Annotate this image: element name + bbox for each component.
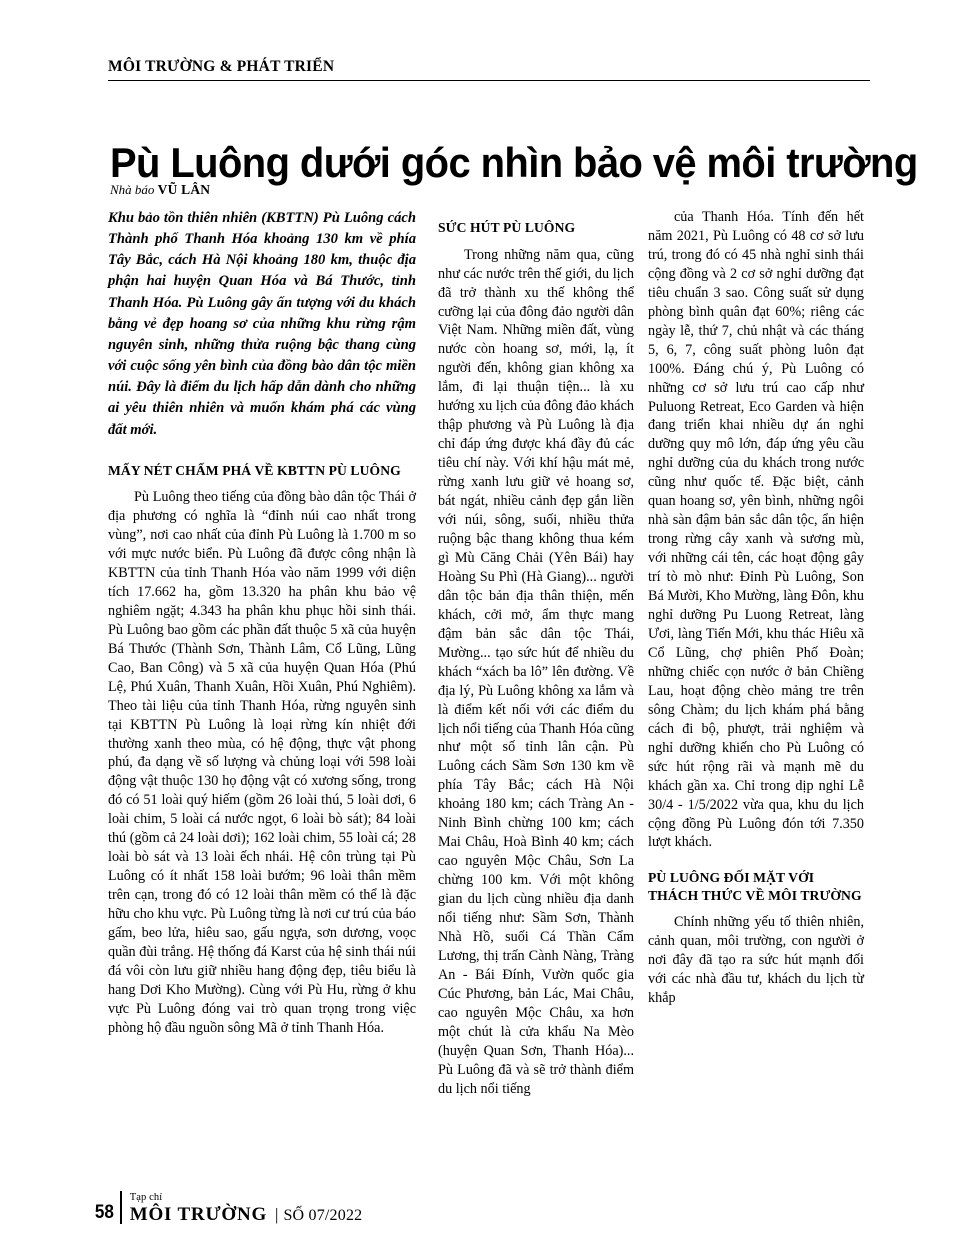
folio-title-row: [130, 1205, 363, 1224]
section-body-3: Chính những yếu tố thiên nhiên, cảnh quan, môi trường, con người ở nơi đây đã tạo ra sức hút mạnh đối với các nhà đầu tư, khách du lịch từ khắp: [648, 914, 864, 1006]
page-title: Pù Luông dưới góc nhìn bảo vệ môi trường: [110, 139, 918, 187]
byline-author: VŨ LÂN: [157, 182, 211, 197]
running-head-rule: [108, 80, 870, 81]
section-heading-3: PÙ LUÔNG ĐỐI MẶT VỚI THÁCH THỨC VỀ MÔI TRƯỜNG: [648, 870, 862, 903]
column-2: [438, 208, 634, 1173]
folio-divider: [120, 1191, 122, 1224]
section-body-1: Pù Luông theo tiếng của đồng bào dân tộc Thái ở địa phương có nghĩa là “đỉnh núi cao nhất trong vùng”, nơi cao nhất của đỉnh Pù Luông là 1.700 m so với mực nước biển. Pù Luông đã được công nhận là KBTTN của tỉnh Thanh Hóa vào năm 1999 với diện tích 17.662 ha, gồm 13.320 ha phân khu bảo vệ nghiêm ngặt; 4.343 ha phân khu phục hồi sinh thái. Pù Luông bao gồm các phần đất thuộc 5 xã của huyện Bá Thước (Thành Sơn, Thành Lâm, Cổ Lũng, Lũng Cao, Ban Công) và 5 xã của huyện Quan Hóa (Phú Lệ, Phú Xuân, Thanh Xuân, Hồi Xuân, Phú Nghiêm). Theo tài liệu của tỉnh Thanh Hóa, rừng nguyên sinh tại KBTTN Pù Luông là loại rừng kín nhiệt đới thường xanh theo mùa, có hệ động, thực vật phong phú, đa dạng về số lượng và chủng loại với 598 loài động vật thuộc 130 họ động vật có xương sống, trong đó có 51 loài quý hiếm (gồm 26 loài thú, 5 loài dơi, 6 loài chim, 5 loài cá nước ngọt, 6 loài bò sát); 84 loài thú (gồm cả 24 loài dơi); 162 loài chim, 55 loài cá; 28 loài bò sát và 13 loài ếch nhái. Hệ côn trùng tại Pù Luông có ít nhất 158 loài bướm; 96 loài thân mềm trên cạn, trong đó có 12 loài thân mềm có thể là đặc hữu cho khu vực. Pù Luông từng là nơi cư trú của báo gấm, beo lửa, hiêu sao, gấu ngựa, sơn dương, voọc quần đùi trắng. Hệ thống đá Karst của hệ sinh thái núi đá vôi còn lưu giữ nhiều hang động đẹp, tiêu biểu là hang Dơi Kho Mường). Cùng với Pù Hu, rừng ở khu vực Pù Luông đóng vai trò quan trọng trong việc phòng hộ đầu nguồn sông Mã ở tỉnh Thanh Hóa.: [108, 489, 416, 1036]
article-columns: [108, 208, 864, 1173]
folio-separator: |: [275, 1205, 279, 1224]
folio-masthead: [130, 1193, 363, 1225]
page-footer: [92, 1188, 362, 1224]
page-number: 58: [94, 1202, 114, 1223]
lead-paragraph: Khu bảo tồn thiên nhiên (KBTTN) Pù Luông cách Thành phố Thanh Hóa khoảng 130 km về phía Tây Bắc, cách Hà Nội khoảng 180 km, thuộc địa phận hai huyện Quan Hóa và Bá Thước, tỉnh Thanh Hóa. Pù Luông gây ấn tượng với du khách bằng vẻ đẹp hoang sơ của những khu rừng rậm nguyên sinh, những thửa ruộng bậc thang cùng với cuộc sống yên bình của đồng bào dân tộc miền núi. Đây là điểm du lịch hấp dẫn dành cho những ai yêu thiên nhiên và muốn khám phá các vùng đất mới.: [108, 210, 416, 438]
byline-role: Nhà báo: [110, 182, 158, 197]
section-heading-1: MẤY NÉT CHẤM PHÁ VỀ KBTTN PÙ LUÔNG: [108, 462, 401, 478]
folio-issue: SỐ 07/2022: [283, 1207, 363, 1224]
column-1: [108, 208, 416, 1173]
running-head: [108, 58, 868, 81]
section-heading-2: SỨC HÚT PÙ LUÔNG: [438, 220, 576, 236]
running-head-text: MÔI TRƯỜNG & PHÁT TRIỂN: [108, 58, 335, 75]
folio-kicker: Tạp chí: [129, 1191, 163, 1203]
byline: [110, 182, 210, 198]
column-3: [648, 208, 864, 1173]
section-body-2-continued: của Thanh Hóa. Tính đến hết năm 2021, Pù Luông có 48 cơ sở lưu trú, trong đó có 45 nhà nghỉ sinh thái cộng đồng và 2 cơ sở nghỉ dưỡng đạt tiêu chuẩn 3 sao. Công suất sử dụng phòng bình quân đạt 60%; riêng các ngày lễ, thứ 7, chủ nhật và các tháng 5, 6, 7, công suất phòng luôn đạt 100%. Đáng chú ý, Pù Luông có những cơ sở lưu trú cao cấp như Puluong Retreat, Eco Garden và hiện đang triển khai nhiều dự án nghỉ dưỡng quy mô lớn, đáp ứng yêu cầu nghỉ dưỡng của du khách trong nước cũng như quốc tế. Đặc biệt, cảnh quan hoang sơ, yên bình, những ngôi nhà sàn đậm bản sắc dân tộc, ẩn hiện trong rừng cây xanh và sương mù, với những cái tên, các hoạt động gây trí tò mò như: Đỉnh Pù Luông, Son Bá Mười, Kho Mường, làng Đôn, khu nghỉ dưỡng Pu Luong Retreat, làng Ươi, làng Tiến Mới, khu thác Hiêu xã Cổ Lũng, chợ phiên Phố Đoàn; những chiếc cọn nước ở bản Chiềng Lau, hoạt động chèo mảng tre trên sông Chàm; du lịch khám phá bằng cách đi bộ, phượt, trải nghiệm và nghỉ dưỡng khiến cho Pù Luông có sức hút rộng rãi và mạnh mẽ du khách gần xa. Chỉ trong dịp nghỉ Lễ 30/4 - 1/5/2022 vừa qua, khu du lịch cộng đồng Pù Luông đón tới 7.350 lượt khách.: [648, 209, 864, 851]
section-body-2: Trong những năm qua, cũng như các nước trên thế giới, du lịch đã trở thành xu thế không thể cưỡng lại của đông đảo người dân Việt Nam. Những miền đất, vùng nước còn hoang sơ, mới, lạ, ít người đến, không gian không xa lắm, đi lại thuận tiện... là xu hướng xu lịch của đông đảo khách thập phương và Pù Luông là địa chỉ đáp ứng được khá đầy đủ các tiêu chí này. Với khí hậu mát mẻ, rừng xanh lưu giữ vẻ hoang sơ, bát ngát, nhiều cảnh đẹp gắn liền với núi, sông, suối, nhiều thửa ruộng bậc thang không thua kém gì Mù Căng Chải (Yên Bái) hay Hoàng Su Phì (Hà Giang)... người dân tộc bản địa thân thiện, mến khách, cởi mở, ẩm thực mang đậm bản sắc dân tộc Thái, Mường... tạo sức hút để nhiều du khách “xách ba lô” lên đường. Về địa lý, Pù Luông không xa lắm và là điểm kết nối với các điểm du lịch nổi tiếng của Thanh Hóa cũng như một số tỉnh lân cận. Pù Luông cách Sầm Sơn 130 km về phía Tây Bắc; cách Hà Nội khoảng 180 km; cách Tràng An - Ninh Bình chừng 100 km; cách Mai Châu, Hoà Bình 40 km; cách cao nguyên Mộc Châu, Sơn La chừng 100 km. Với một không gian du lịch cùng nhiều địa danh nổi tiếng như: Sầm Sơn, Thành Nhà Hồ, suối Cá Thần Cẩm Lương, thị trấn Cành Nàng, Tràng An - Bái Đính, Vườn quốc gia Cúc Phương, bản Lác, Mai Châu, cao nguyên Mộc Châu, xa hơn một chút là cửa khẩu Na Mèo (huyện Quan Sơn, Thanh Hóa)... Pù Luông đã và sẽ trở thành điểm du lịch nổi tiếng: [438, 246, 634, 1097]
folio-magazine-title: MÔI TRƯỜNG: [129, 1204, 268, 1225]
